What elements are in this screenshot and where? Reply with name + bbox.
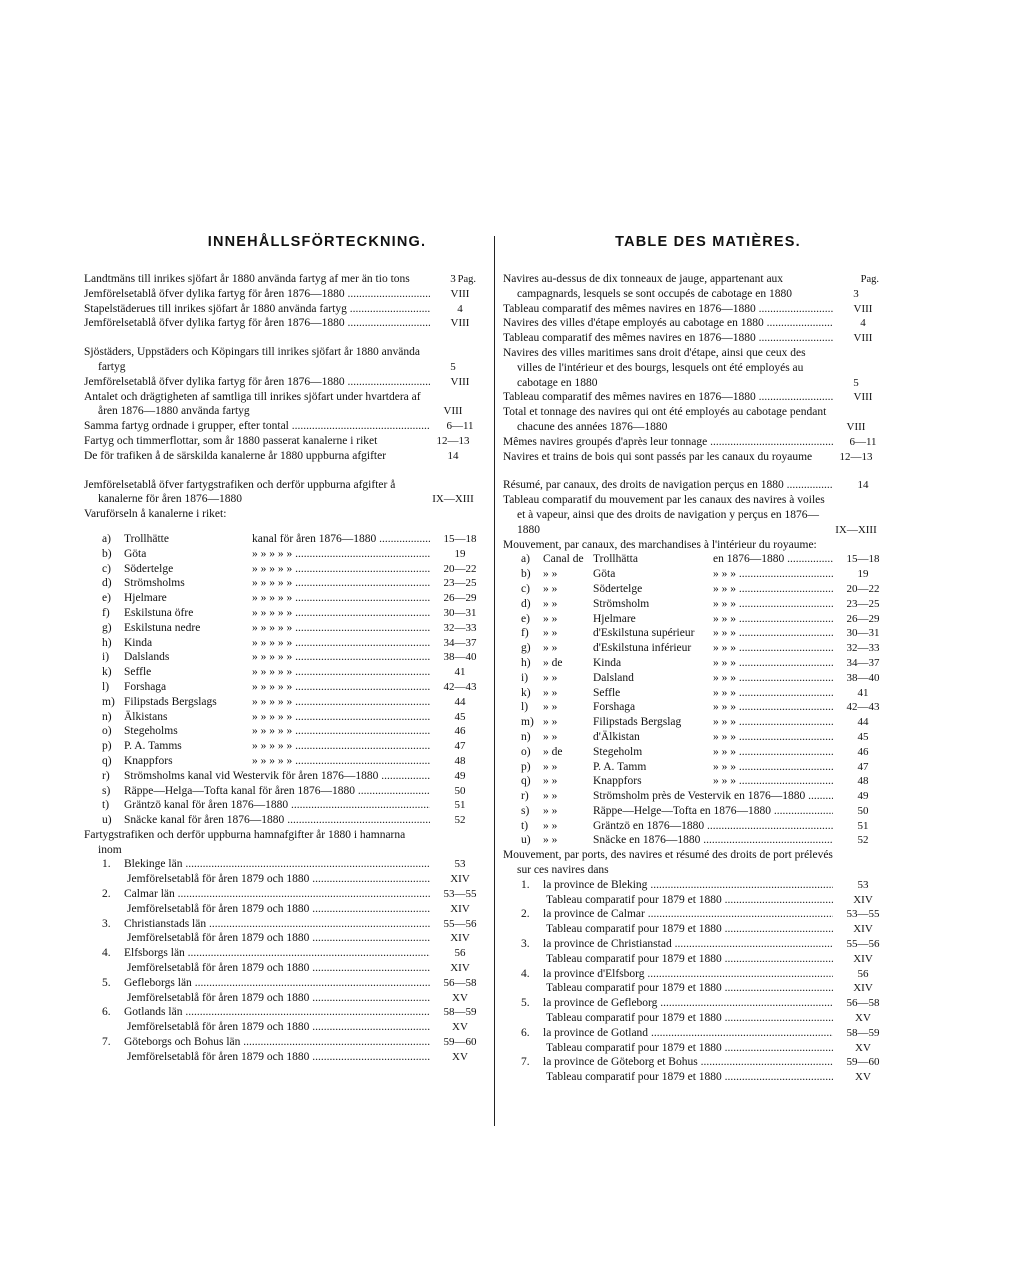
toc-entry: Tableau comparatif des mêmes navires en 1876—1880 ..... VIII (503, 302, 893, 317)
toc-entry: Jemförelsetablå öfver dylika fartyg för åren 1876—1880 ..... VIII (84, 287, 490, 302)
canal-entry: b) Göta » » » » » ..... 19 (84, 547, 490, 562)
toc-entry: Jemförelsetablå öfver dylika fartyg för åren 1876—1880 ..... VIII (84, 316, 490, 331)
port-subentry: Jemförelsetablå för åren 1879 och 1880 ..... XV (84, 1020, 490, 1035)
toc-entry: Antalet och drägtigheten af samtliga till inrikes sjöfart under hvartdera af åren 1876—1880 använda fartyg VIII (84, 390, 463, 418)
column-divider (494, 236, 495, 1126)
canal-entry: l) » » Forshaga » » » ..... 42—43 (503, 700, 893, 715)
toc-entry: Navires et trains de bois qui sont passés par les canaux du royaume 12—13 (503, 450, 873, 463)
toc-entry: Mouvement, par canaux, des marchandises à l'intérieur du royaume: (503, 538, 817, 551)
canal-entry: f) » » d'Eskilstuna supérieur » » » ..... 30—31 (503, 626, 893, 641)
port-subentry: Jemförelsetablå för åren 1879 och 1880 ..... XIV (84, 931, 490, 946)
port-entry: 4. Elfsborgs län ..... 56 (84, 946, 490, 961)
port-entry: 3. la province de Christianstad ..... 55—56 (503, 937, 893, 952)
port-entry: 2. Calmar län ..... 53—55 (84, 887, 490, 902)
port-entry: 7. la province de Göteborg et Bohus ..... 59—60 (503, 1055, 893, 1070)
toc-entry: Sjöstäders, Uppstäders och Köpingars till inrikes sjöfart år 1880 använda fartyg 5 (84, 346, 456, 373)
port-subentry: Tableau comparatif pour 1879 et 1880 ..... XV (503, 1070, 893, 1085)
french-entries (503, 272, 893, 1085)
canal-entry: d) Strömsholms » » » » » ..... 23—25 (84, 576, 490, 591)
canal-entry: q) » » Knappfors » » » ..... 48 (503, 774, 893, 789)
toc-entry: De för trafiken å de särskilda kanalerne år 1880 uppburna afgifter 14 (84, 449, 459, 462)
toc-entry: Mêmes navires groupés d'après leur tonnage ..... 6—11 (503, 435, 893, 450)
canal-entry: q) Knappfors » » » » » ..... 48 (84, 754, 490, 769)
port-entry: 6. Gotlands län ..... 58—59 (84, 1005, 490, 1020)
port-subentry: Jemförelsetablå för åren 1879 och 1880 ..... XIV (84, 961, 490, 976)
canal-entry: t) Gräntzö kanal för åren 1876—1880 ..... 51 (84, 798, 490, 813)
canal-entry: g) » » d'Eskilstuna inférieur » » » ..... 32—33 (503, 641, 893, 656)
toc-entry: Fartyg och timmerflottar, som år 1880 passerat kanalerne i riket 12—13 (84, 434, 470, 447)
toc-entry: Samma fartyg ordnade i grupper, efter tontal ..... 6—11 (84, 419, 490, 434)
port-subentry: Jemförelsetablå för åren 1879 och 1880 ..... XIV (84, 902, 490, 917)
toc-entry: Navires des villes maritimes sans droit d'étape, ainsi que ceux des villes de l'intérieur et des bourgs, lesquels ont été employés au cabotage en 1880 5 (503, 346, 859, 389)
toc-entry: Fartygstrafiken och derför uppburna hamnafgifter år 1880 i hamnarna inom (84, 828, 406, 856)
port-subentry: Tableau comparatif pour 1879 et 1880 ..... XV (503, 1041, 893, 1056)
port-subentry: Tableau comparatif pour 1879 et 1880 ..... XIV (503, 893, 893, 908)
swedish-heading: INNEHÅLLSFÖRTECKNING. (207, 234, 427, 250)
toc-entry: Navires au-dessus de dix tonneaux de jauge, appartenant aux campagnards, lesquels se sont occupés de cabotage en 1880 3 (503, 273, 859, 300)
canal-entry: i) » » Dalsland » » » ..... 38—40 (503, 671, 893, 686)
toc-entry: Tableau comparatif des mêmes navires en 1876—1880 ..... VIII (503, 331, 893, 346)
canal-entry: k) » » Seffle » » » ..... 41 (503, 686, 893, 701)
port-subentry: Jemförelsetablå för åren 1879 och 1880 ..... XV (84, 991, 490, 1006)
canal-entry: e) Hjelmare » » » » » ..... 26—29 (84, 591, 490, 606)
canal-entry: u) Snäcke kanal för åren 1876—1880 ..... 52 (84, 813, 490, 828)
canal-entry: p) » » P. A. Tamm » » » ..... 47 (503, 760, 893, 775)
canal-entry: c) » » Södertelge » » » ..... 20—22 (503, 582, 893, 597)
canal-entry: s) Räppe—Helga—Tofta kanal för åren 1876—1880 ..... 50 (84, 784, 490, 799)
port-subentry: Tableau comparatif pour 1879 et 1880 ..... XIV (503, 922, 893, 937)
canal-entry: a) Canal de Trollhätta en 1876—1880 ..... 15—18 (503, 552, 893, 567)
port-entry: 7. Göteborgs och Bohus län ..... 59—60 (84, 1035, 490, 1050)
canal-entry: r) Strömsholms kanal vid Westervik för åren 1876—1880 ..... 49 (84, 769, 490, 784)
canal-entry: b) » » Göta » » » ..... 19 (503, 567, 893, 582)
port-subentry: Tableau comparatif pour 1879 et 1880 ..... XIV (503, 952, 893, 967)
canal-entry: d) » » Strömsholm » » » ..... 23—25 (503, 597, 893, 612)
port-entry: 1. Blekinge län ..... 53 (84, 857, 490, 872)
canal-entry: e) » » Hjelmare » » » ..... 26—29 (503, 612, 893, 627)
swedish-entries (84, 272, 490, 1065)
french-contents-column (503, 234, 893, 1085)
toc-entry: Tableau comparatif des mêmes navires en 1876—1880 ..... VIII (503, 390, 893, 405)
port-entry: 6. la province de Gotland ..... 58—59 (503, 1026, 893, 1041)
french-heading: TABLE DES MATIÈRES. (615, 234, 801, 250)
port-entry: 5. Gefleborgs län ..... 56—58 (84, 976, 490, 991)
canal-entry: n) » » d'Älkistan » » » ..... 45 (503, 730, 893, 745)
port-entry: 5. la province de Gefleborg ..... 56—58 (503, 996, 893, 1011)
swedish-contents-column (84, 234, 490, 1065)
canal-entry: o) Stegeholms » » » » » ..... 46 (84, 724, 490, 739)
pag-label: Pag. (860, 274, 879, 285)
port-entry: 3. Christianstads län ..... 55—56 (84, 917, 490, 932)
canal-entry: m) » » Filipstads Bergslag » » » ..... 44 (503, 715, 893, 730)
canal-entry: h) Kinda » » » » » ..... 34—37 (84, 636, 490, 651)
canal-entry: c) Södertelge » » » » » ..... 20—22 (84, 562, 490, 577)
pag-label: Pag. (457, 274, 476, 285)
port-subentry: Tableau comparatif pour 1879 et 1880 ..... XIV (503, 981, 893, 996)
toc-entry: Tableau comparatif du mouvement par les canaux des navires à voiles et à vapeur, ainsi que des droits de navigation y perçus en 1876—1880 IX—XIII (503, 494, 877, 536)
port-subentry: Tableau comparatif pour 1879 et 1880 ..... XV (503, 1011, 893, 1026)
canal-entry: r) » » Strömsholm près de Vestervik en 1876—1880 ..... 49 (503, 789, 893, 804)
canal-entry: h) » de Kinda » » » ..... 34—37 (503, 656, 893, 671)
port-entry: 1. la province de Bleking ..... 53 (503, 878, 893, 893)
canal-entry: n) Älkistans » » » » » ..... 45 (84, 710, 490, 725)
canal-entry: f) Eskilstuna öfre » » » » » ..... 30—31 (84, 606, 490, 621)
port-subentry: Jemförelsetablå för åren 1879 och 1880 ..... XV (84, 1050, 490, 1065)
toc-entry: Résumé, par canaux, des droits de navigation perçus en 1880 ..... 14 (503, 478, 893, 493)
toc-entry: Navires des villes d'étape employés au cabotage en 1880 ..... 4 (503, 316, 893, 331)
canal-entry: k) Seffle » » » » » ..... 41 (84, 665, 490, 680)
toc-entry: Varuförseln å kanalerne i riket: (84, 508, 227, 521)
port-entry: 2. la province de Calmar ..... 53—55 (503, 907, 893, 922)
canal-entry: m) Filipstads Bergslags » » » » » ..... 44 (84, 695, 490, 710)
canal-entry: u) » » Snäcke en 1876—1880 ..... 52 (503, 833, 893, 848)
toc-entry: Total et tonnage des navires qui ont été employés au cabotage pendant chacune des années 1876—1880 VIII (503, 406, 866, 433)
port-entry: 4. la province d'Elfsborg ..... 56 (503, 967, 893, 982)
canal-entry: i) Dalslands » » » » » ..... 38—40 (84, 650, 490, 665)
canal-entry: s) » » Räppe—Helge—Tofta en 1876—1880 ..... 50 (503, 804, 893, 819)
canal-entry: p) P. A. Tamms » » » » » ..... 47 (84, 739, 490, 754)
toc-entry: Jemförelsetablå öfver dylika fartyg för åren 1876—1880 ..... VIII (84, 375, 490, 390)
canal-entry: t) » » Gräntzö en 1876—1880 ..... 51 (503, 819, 893, 834)
canal-entry: g) Eskilstuna nedre » » » » » ..... 32—33 (84, 621, 490, 636)
port-subentry: Jemförelsetablå för åren 1879 och 1880 ..... XIV (84, 872, 490, 887)
toc-entry: Stapelstäderues till inrikes sjöfart år 1880 använda fartyg ..... 4 (84, 302, 490, 317)
toc-entry: Landtmäns till inrikes sjöfart år 1880 använda fartyg af mer än tio tons 3 (84, 273, 456, 285)
canal-entry: o) » de Stegeholm » » » ..... 46 (503, 745, 893, 760)
toc-entry: Jemförelsetablå öfver fartygstrafiken och derför uppburna afgifter å kanalerne för åren 1876—1880 IX—XIII (84, 478, 474, 506)
canal-entry: l) Forshaga » » » » » ..... 42—43 (84, 680, 490, 695)
toc-entry: Mouvement, par ports, des navires et résumé des droits de port prélevés sur ces navires dans (503, 849, 833, 877)
canal-entry: a) Trollhätte kanal för åren 1876—1880 ..... 15—18 (84, 532, 490, 547)
